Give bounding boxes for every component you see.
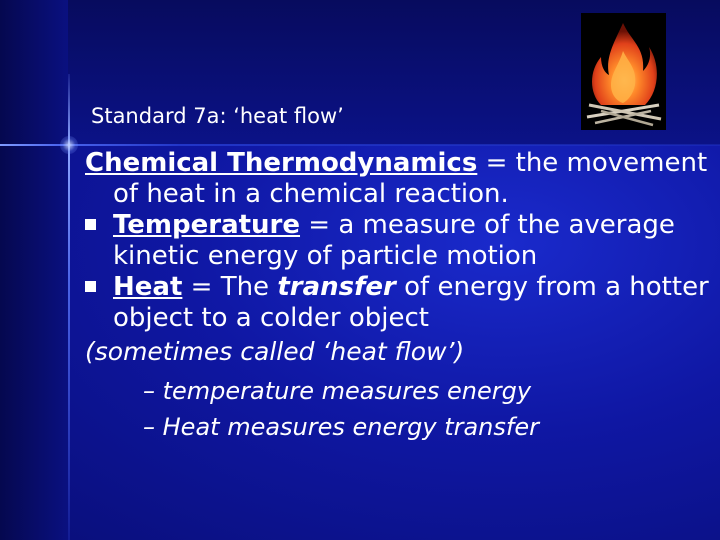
- slide-title: Standard 7a: ‘heat flow’: [91, 104, 344, 128]
- heat-emphasis-transfer: transfer: [277, 272, 396, 302]
- sub-list: [85, 373, 710, 445]
- bullet-temperature: [85, 210, 710, 272]
- heat-definition-post: of energy from a hotter object to a colder object: [113, 272, 709, 333]
- sub-item-temperature: – temperature measures energy: [143, 377, 532, 405]
- temperature-definition: = a measure of the average kinetic energy of particle motion: [113, 210, 675, 271]
- rule-intersection-glow: [60, 136, 78, 154]
- term-chemical-thermodynamics: Chemical Thermodynamics: [85, 148, 478, 178]
- square-bullet-icon: [85, 219, 96, 230]
- slide-body: [85, 148, 710, 445]
- term-heat: Heat: [113, 272, 183, 302]
- left-band: [0, 0, 68, 540]
- intro-paragraph: [85, 148, 710, 210]
- term-temperature: Temperature: [113, 210, 301, 240]
- campfire-icon: [581, 13, 666, 130]
- intro-definition: = the movement of heat in a chemical reaction.: [113, 148, 708, 209]
- bullet-heat: [85, 272, 710, 367]
- horizontal-rule: [0, 144, 720, 146]
- heat-definition-pre: = The: [182, 272, 278, 302]
- heat-flow-note: (sometimes called ‘heat flow’): [85, 337, 465, 366]
- square-bullet-icon: [85, 281, 96, 292]
- sub-item-heat: – Heat measures energy transfer: [143, 413, 539, 441]
